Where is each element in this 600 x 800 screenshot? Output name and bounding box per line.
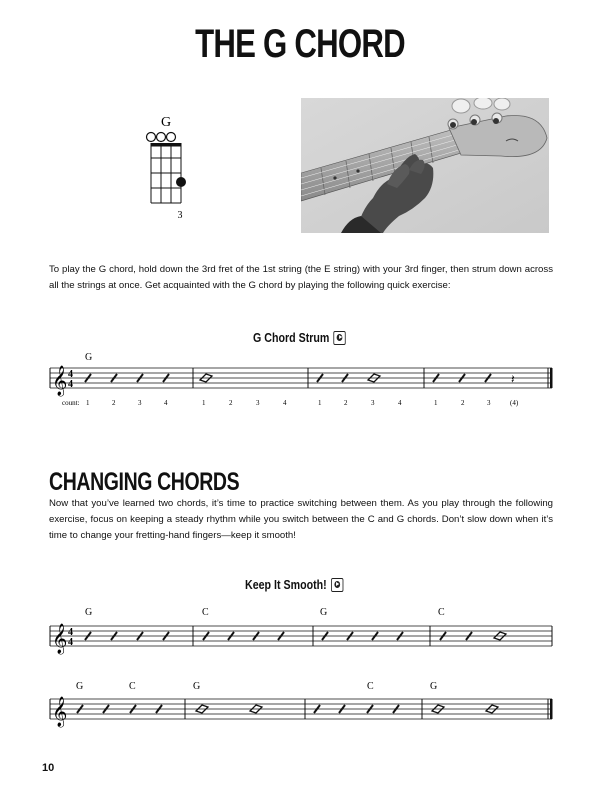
chord-label: G — [193, 681, 201, 692]
treble-clef-icon: 𝄞 — [52, 697, 68, 727]
staff3-half-notes — [196, 705, 498, 713]
g-chord-diagram — [140, 110, 200, 230]
chord-label: G — [320, 607, 328, 618]
open-string-marker — [157, 133, 166, 142]
staff2-slashes — [85, 632, 472, 640]
intro-paragraph: To play the G chord, hold down the 3rd fret of the 1st string (the E string) with your 3rd finger, then strum down across all the strings at once. Get acquainted with the G chord by playing the following quick exercise: — [49, 264, 553, 291]
count: 1 — [318, 399, 322, 407]
count: 2 — [344, 399, 348, 407]
chord-diagram-name: G — [160, 115, 172, 130]
count: 3 — [138, 399, 142, 407]
treble-clef-icon: 𝄞 — [52, 624, 68, 654]
count: 1 — [202, 399, 206, 407]
time-signature: 4 — [68, 379, 73, 390]
staff1-counts — [86, 399, 519, 407]
fretboard-grid — [151, 143, 181, 203]
staff2-lines — [50, 626, 552, 646]
exercise1-title: G Chord Strum — [253, 330, 330, 345]
count: 2 — [112, 399, 116, 407]
chord-label: G — [85, 607, 93, 618]
count: 1 — [434, 399, 438, 407]
staff2-chord-labels — [85, 607, 445, 618]
count: 1 — [86, 399, 90, 407]
count: 4 — [283, 399, 287, 407]
staff3-slashes — [77, 705, 399, 713]
chord-label: G — [430, 681, 438, 692]
staff2-barlines — [50, 626, 552, 646]
time-signature: 4 — [68, 369, 73, 380]
count-label: count: — [62, 399, 80, 407]
exercise2-title-row — [245, 577, 343, 593]
count: 2 — [229, 399, 233, 407]
staff1-barlines — [50, 368, 548, 388]
staff3-final-barline — [550, 699, 553, 719]
count: 4 — [164, 399, 168, 407]
treble-clef-icon: 𝄞 — [52, 366, 68, 396]
staff1-slashes — [85, 374, 491, 382]
section-paragraph: Now that you’ve learned two chords, it’s time to practice switching between them. As you play through the following exercise, focus on keeping a steady rhythm while you switch between the C and G chords. Don’t slow down when it’s time to change your fretting-hand fingers—keep it smooth! — [49, 498, 553, 541]
exercise1-title-row — [253, 330, 346, 346]
time-signature: 4 — [68, 627, 73, 638]
count: (4) — [510, 399, 519, 407]
staff1-half-notes — [200, 374, 380, 382]
finger-dot — [176, 177, 186, 187]
count: 4 — [398, 399, 402, 407]
play-audio-icon[interactable] — [334, 331, 346, 345]
fretboard-nut — [151, 143, 181, 147]
staff2-half-note — [494, 632, 506, 640]
staff1-lines — [50, 368, 552, 388]
quarter-rest: 𝄽 — [511, 372, 515, 386]
exercise2-title: Keep It Smooth! — [245, 577, 327, 592]
staff3-chord-labels — [76, 681, 437, 692]
count: 3 — [256, 399, 260, 407]
count: 3 — [487, 399, 491, 407]
count: 2 — [461, 399, 465, 407]
time-signature: 4 — [68, 637, 73, 648]
page-number: 10 — [42, 762, 55, 774]
staff3-lines — [50, 699, 552, 719]
chord-label: C — [202, 607, 209, 618]
staff1-final-barline — [550, 368, 553, 388]
open-string-marker — [167, 133, 176, 142]
chord-label: C — [367, 681, 374, 692]
staff1-chord-label: G — [85, 352, 93, 363]
open-string-marker — [147, 133, 156, 142]
chord-label: G — [76, 681, 84, 692]
finger-number: 3 — [177, 210, 183, 221]
play-audio-icon[interactable] — [331, 578, 343, 592]
g-chord-photo — [301, 98, 549, 233]
chord-label: C — [438, 607, 445, 618]
staff3-barlines — [50, 699, 548, 719]
count: 3 — [371, 399, 375, 407]
chord-label: C — [129, 681, 136, 692]
page-title: THE G CHORD — [195, 22, 405, 66]
section-heading-changing-chords: CHANGING CHORDS — [49, 468, 240, 496]
